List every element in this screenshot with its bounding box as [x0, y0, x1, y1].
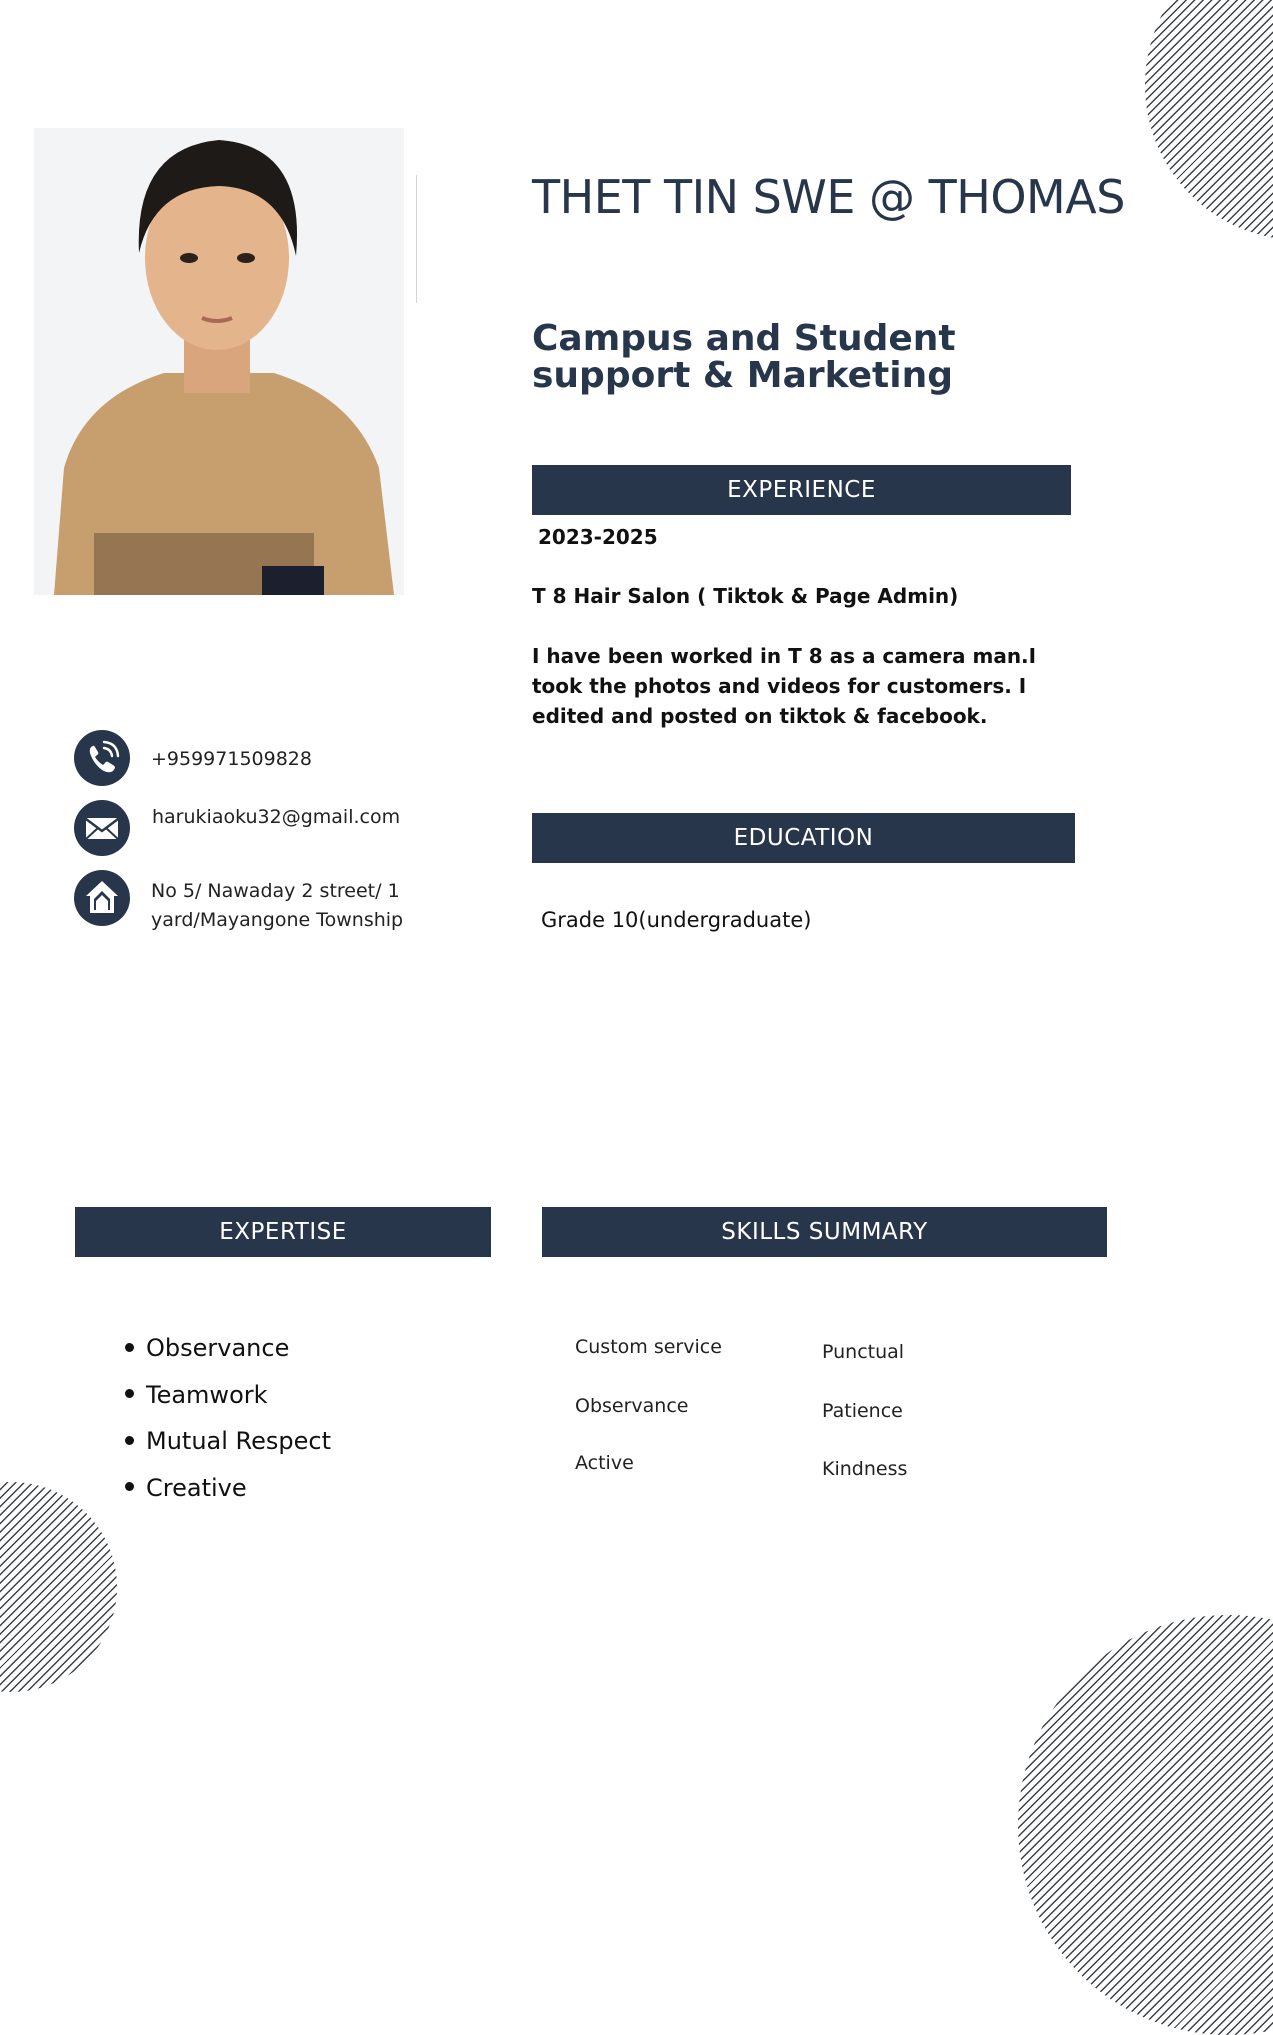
expertise-heading: EXPERTISE	[219, 1219, 347, 1245]
hatched-circle-bottom-right	[1018, 1615, 1273, 2035]
experience-description-line: I have been worked in T 8 as a camera man.I	[532, 644, 1037, 668]
skills-summary-heading-bar	[542, 1207, 1107, 1257]
experience-heading: EXPERIENCE	[727, 477, 876, 503]
education-heading-bar	[532, 813, 1075, 863]
photo-divider-line	[416, 175, 417, 303]
candidate-name: THET TIN SWE @ THOMAS	[532, 170, 1125, 224]
experience-description	[532, 641, 1052, 731]
expertise-item: Observance	[125, 1325, 331, 1372]
home-icon	[74, 870, 130, 926]
address-line: No 5/ Nawaday 2 street/ 1	[151, 880, 400, 902]
hatched-circle-top-right	[1145, 0, 1273, 240]
skill-item: Custom service	[575, 1336, 722, 1358]
address-line: yard/Mayangone Township	[151, 909, 404, 931]
skill-item: Patience	[822, 1400, 903, 1422]
expertise-item: Mutual Respect	[125, 1418, 331, 1465]
experience-role: T 8 Hair Salon ( Tiktok & Page Admin)	[532, 584, 959, 608]
skill-item: Kindness	[822, 1458, 908, 1480]
email-address: harukiaoku32@gmail.com	[152, 806, 401, 828]
experience-description-line: edited and posted on tiktok & facebook.	[532, 704, 988, 728]
portrait-illustration	[34, 128, 404, 595]
phone-number: +959971509828	[151, 748, 312, 770]
education-item: Grade 10(undergraduate)	[541, 908, 812, 932]
experience-years: 2023-2025	[538, 525, 658, 549]
expertise-item: Creative	[125, 1465, 331, 1512]
job-title: Campus and Student support & Marketing	[532, 318, 956, 396]
phone-icon	[74, 730, 130, 786]
skill-item: Punctual	[822, 1341, 905, 1363]
experience-description-line: took the photos and videos for customers. I	[532, 674, 1027, 698]
expertise-heading-bar	[75, 1207, 491, 1257]
address	[151, 877, 441, 935]
profile-photo	[34, 128, 404, 595]
skills-summary-heading: SKILLS SUMMARY	[721, 1219, 928, 1245]
skill-item: Observance	[575, 1395, 689, 1417]
hatched-circle-left	[0, 1482, 117, 1692]
expertise-list	[125, 1325, 331, 1511]
expertise-item: Teamwork	[125, 1372, 331, 1419]
mail-icon	[74, 800, 130, 856]
skill-item: Active	[575, 1452, 634, 1474]
experience-heading-bar	[532, 465, 1071, 515]
education-heading: EDUCATION	[733, 825, 874, 851]
